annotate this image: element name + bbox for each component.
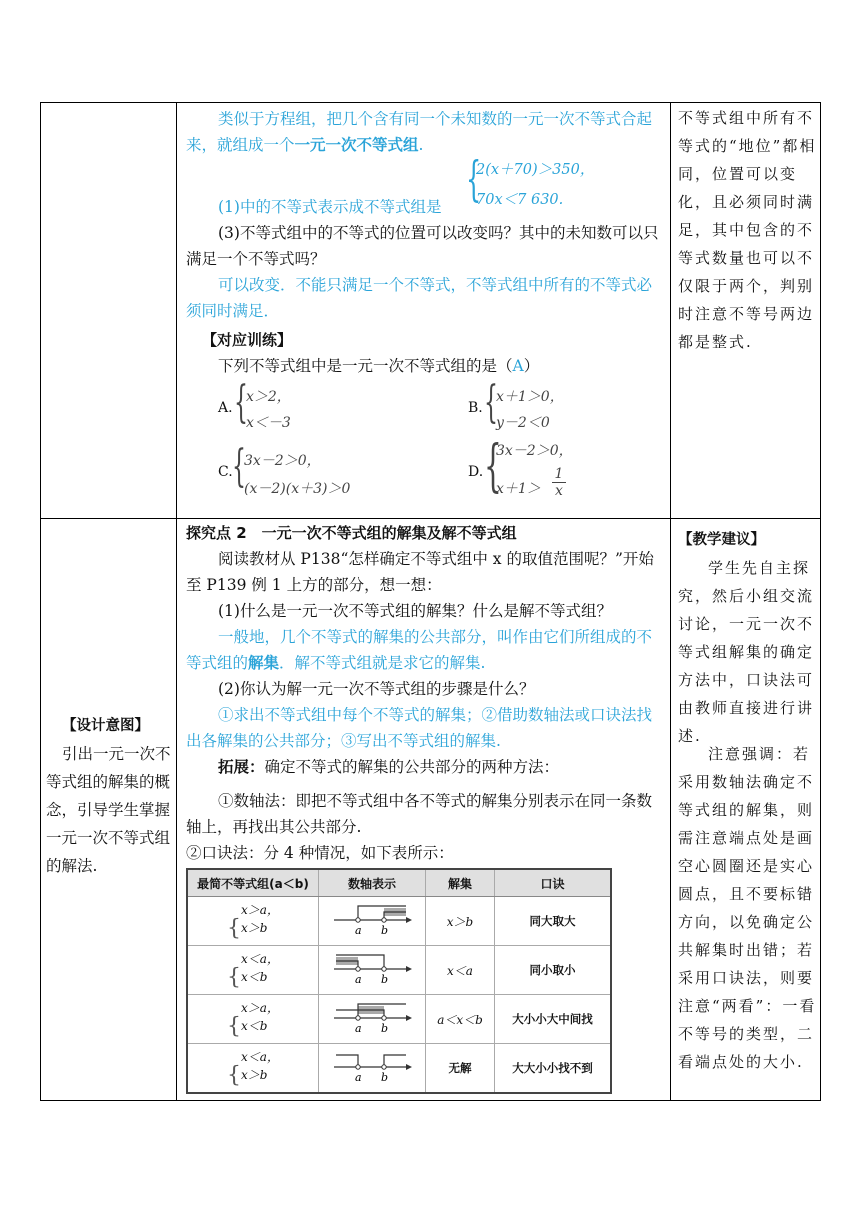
table-header: 解集 xyxy=(426,870,495,897)
q1-answer: (1)中的不等式表示成不等式组是 xyxy=(218,198,442,216)
svg-text:a: a xyxy=(355,1021,362,1035)
table-row: {x＞a， x＜b a b a＜x＜b 大小小大中间找 xyxy=(188,995,610,1044)
answer-2: ①求出不等式组中每个不等式的解集；②借助数轴法或口诀法找出各解集的公共部分；③写出不等式组的解集. xyxy=(186,706,653,750)
option-d: D. { 3x－2＞0， x＋1＞ 1 x xyxy=(468,434,573,499)
definition-paragraph: 类似于方程组，把几个含有同一个未知数的一元一次不等式合起来，就组成一个一元一次不等式组. xyxy=(186,110,653,154)
svg-text:b: b xyxy=(381,1021,389,1035)
table-header: 最简不等式组(a＜b) xyxy=(188,870,319,897)
number-line-diagram xyxy=(319,897,426,946)
training-title: 【对应训练】 xyxy=(202,331,293,349)
col-divider-2 xyxy=(670,102,671,1101)
teaching-advice-p1: 学生先自主探究，然后小组交流讨论，一元一次不等式组解集的确定方法中，口诀法可由教师直接进行讲述. xyxy=(678,559,815,745)
left-brace-icon: { xyxy=(466,151,482,207)
number-line-diagram xyxy=(319,995,426,1044)
svg-text:b: b xyxy=(381,1070,389,1084)
left-brace-icon: { xyxy=(484,434,502,499)
option-a: A. { x＞2， x＜－3 xyxy=(218,377,291,431)
col-divider-1 xyxy=(176,102,177,1101)
rules-table xyxy=(186,868,612,1094)
method-number-line: ①数轴法：即把不等式组中各不等式的解集分别表示在同一条数轴上，再找出其公共部分. xyxy=(186,792,653,836)
table-row: {x＜a， x＜b a b x＜a 同小取小 xyxy=(188,946,610,995)
left-brace-icon: { xyxy=(484,377,498,428)
question-3: (3)不等式组中的不等式的位置可以改变吗？其中的未知数可以只满足一个不等式吗？ xyxy=(186,224,659,268)
table-border-left xyxy=(40,102,41,1101)
side-note: 不等式组中所有不等式的“地位”都相同，位置可以变化，且必须同时满足，其中包含的不等式数量也可以不仅限于两个，判别时注意不等号两边都是整式. xyxy=(678,109,817,351)
row-divider xyxy=(40,518,821,519)
number-line-diagram xyxy=(319,946,426,995)
svg-text:a: a xyxy=(355,923,362,937)
svg-text:b: b xyxy=(381,972,389,986)
table-header: 数轴表示 xyxy=(319,870,426,897)
system-line-2: 70x＜7 630. xyxy=(476,192,564,208)
option-c: C. { 3x－2＞0， (x－2)(x＋3)＞0 xyxy=(218,441,351,497)
svg-text:a: a xyxy=(355,1070,362,1084)
question-1: (1)什么是一元一次不等式组的解集？什么是解不等式组？ xyxy=(218,602,612,620)
system-line-1: 2(x＋70)＞350， xyxy=(476,162,595,178)
method-rhyme: ②口诀法：分 4 种情况，如下表所示： xyxy=(186,844,454,862)
design-intent-text: 引出一元一次不等式组的解集的概念，引导学生掌握一元一次不等式组的解法. xyxy=(46,745,171,875)
left-brace-icon: { xyxy=(234,377,248,428)
design-intent-title: 【设计意图】 xyxy=(62,718,149,734)
table-row: {x＜a， x＞b a b 无解 大大小小找不到 xyxy=(188,1044,610,1092)
extension: 拓展：确定不等式的解集的公共部分的两种方法： xyxy=(218,758,560,776)
table-header: 口诀 xyxy=(495,870,611,897)
reading-instruction: 阅读教材从 P138“怎样确定不等式组中 x 的取值范围呢？”开始至 P139 例 1 上方的部分，想一想： xyxy=(186,550,654,594)
table-border-right xyxy=(820,102,821,1101)
teaching-advice-p2: 注意强调：若采用数轴法确定不等式组的解集，则需注意端点处是画空心圆圈还是实心圆点，且不要标错方向，以免确定公共解集时出错；若采用口诀法，则要注意“两看”：一看不等号的类型，二看端点处的大小. xyxy=(678,745,817,1071)
answer-1: 一般地，几个不等式的解集的公共部分，叫作由它们所组成的不等式组的解集．解不等式组就是求它的解集. xyxy=(186,628,653,672)
number-line-diagram xyxy=(319,1044,426,1092)
left-brace-icon: { xyxy=(232,441,246,492)
table-border-top xyxy=(40,102,821,103)
option-b: B. { x＋1＞0， y－2＜0 xyxy=(468,377,564,431)
table-row: {x＞a， x＞b a b x＞b 同大取大 xyxy=(188,897,610,946)
inequality-system-1 xyxy=(466,151,656,212)
svg-text:b: b xyxy=(381,923,389,937)
teaching-advice-title: 【教学建议】 xyxy=(678,532,765,548)
svg-text:a: a xyxy=(355,972,362,986)
training-question: 下列不等式组中是一元一次不等式组的是（A） xyxy=(218,357,540,375)
section-heading: 探究点 2 一元一次不等式组的解集及解不等式组 xyxy=(186,524,517,542)
question-2: (2)你认为解一元一次不等式组的步骤是什么？ xyxy=(218,680,535,698)
table-border-bottom xyxy=(40,1100,821,1101)
question-3-answer: 可以改变．不能只满足一个不等式，不等式组中所有的不等式必须同时满足． xyxy=(186,276,653,320)
